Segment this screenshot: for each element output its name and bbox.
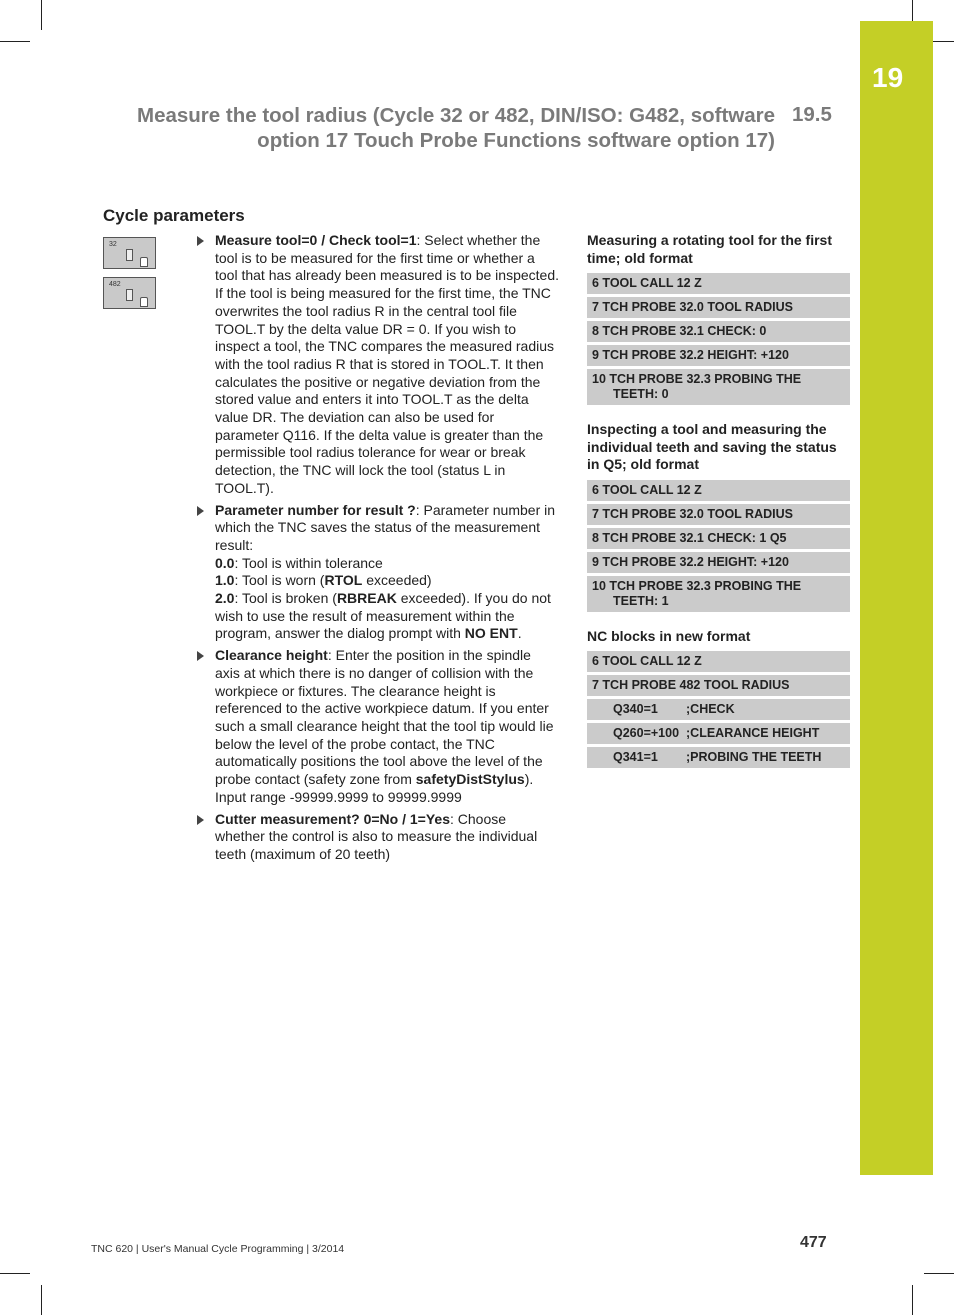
result-value: 0.0	[215, 554, 235, 571]
param-measure-tool	[197, 232, 559, 498]
code-row: 8 TCH PROBE 32.1 CHECK: 0	[587, 321, 850, 342]
code-row: 9 TCH PROBE 32.2 HEIGHT: +120	[587, 552, 850, 573]
page-header-title	[100, 103, 775, 153]
param-text: : Enter the position in the spindle axis at which there is no danger of collision with the workpiece or fixtures. The clearance height is referenced to the active workpiece datum. If you enter such a small clearance height that the tool tip would lie below the level of the probe contact, the TNC automatically positions the tool above the level of the probe contact (safety zone from	[215, 647, 554, 788]
crop-mark	[41, 1285, 42, 1315]
param-label: Clearance height	[215, 647, 328, 664]
cycle-482-thumbnail	[103, 277, 156, 309]
thumbnail-label: 482	[109, 281, 121, 288]
code-row: 6 TOOL CALL 12 Z	[587, 480, 850, 501]
parameter-list	[197, 232, 559, 868]
result-text: : Tool is worn (	[234, 572, 325, 589]
param-cutter-measurement	[197, 811, 559, 864]
result-text: exceeded)	[362, 572, 432, 589]
crop-mark	[912, 1285, 913, 1315]
code-row: 7 TCH PROBE 32.0 TOOL RADIUS	[587, 297, 850, 318]
footer-text: TNC 620 | User's Manual Cycle Programming | 3/2014	[91, 1243, 345, 1255]
no-ent-key: NO ENT	[464, 625, 518, 642]
code-row	[587, 369, 850, 405]
crop-mark	[0, 1273, 30, 1274]
thumbnail-label: 32	[109, 241, 117, 248]
rtol-label: RTOL	[324, 572, 363, 589]
cycle-parameters-heading: Cycle parameters	[103, 206, 245, 225]
bullet-arrow-icon	[197, 506, 204, 516]
example-heading: Measuring a rotating tool for the first time; old format	[587, 232, 833, 266]
param-assignment: Q340=1	[613, 702, 658, 716]
param-text: ). Input range -99999.9999 to 99999.9999	[215, 771, 534, 805]
result-text: : Tool is broken (	[234, 590, 337, 607]
example-new-format	[587, 628, 850, 769]
param-label: Measure tool=0 / Check tool=1	[215, 232, 417, 248]
bullet-arrow-icon	[197, 651, 204, 661]
example-heading: Inspecting a tool and measuring the individual teeth and saving the status in Q5; old format	[587, 421, 837, 472]
examples-column	[587, 232, 850, 784]
param-label: Cutter measurement? 0=No / 1=Yes	[215, 810, 450, 827]
probe-icon	[126, 249, 133, 261]
param-label: Parameter number for result ?	[215, 501, 416, 518]
code-line: 10 TCH PROBE 32.3 PROBING THE	[592, 578, 802, 593]
header-title-line1: Measure the tool radius (Cycle 32 or 482, DIN/ISO: G482, software	[137, 104, 775, 127]
param-comment: ;PROBING THE TEETH	[686, 750, 822, 764]
probe-icon	[126, 289, 133, 301]
code-row: 6 TOOL CALL 12 Z	[587, 273, 850, 294]
bullet-arrow-icon	[197, 815, 204, 825]
result-text: exceeded). If you do not wish to use the result of measurement within the program, answer the dialog prompt with	[215, 590, 551, 642]
code-block	[587, 480, 850, 612]
result-value: 2.0	[215, 590, 235, 607]
header-title-line2: option 17 Touch Probe Functions software option 17)	[257, 129, 775, 152]
example-heading: NC blocks in new format	[587, 627, 751, 644]
code-block	[587, 651, 850, 768]
param-text: : Choose whether the control is also to measure the individual teeth (maximum of 20 teeth)	[215, 810, 538, 862]
example-old-inspect	[587, 421, 850, 612]
safety-dist-label: safetyDistStylus	[415, 771, 525, 788]
code-line: 10 TCH PROBE 32.3 PROBING THE	[592, 372, 802, 386]
result-text: .	[517, 625, 522, 642]
result-text: : Tool is within tolerance	[234, 554, 383, 571]
chapter-tab	[860, 21, 933, 1175]
cycle-32-thumbnail	[103, 237, 156, 269]
code-row: 7 TCH PROBE 482 TOOL RADIUS	[587, 675, 850, 696]
code-row: 9 TCH PROBE 32.2 HEIGHT: +120	[587, 345, 850, 366]
code-row: 6 TOOL CALL 12 Z	[587, 651, 850, 672]
crop-mark	[0, 41, 30, 42]
chapter-number: 19	[872, 62, 904, 93]
code-line: TEETH: 1	[613, 593, 669, 608]
page-number: 477	[800, 1234, 827, 1251]
crop-mark	[924, 1273, 954, 1274]
param-result-number	[197, 502, 559, 644]
param-comment: ;CLEARANCE HEIGHT	[686, 726, 820, 740]
code-row	[587, 576, 850, 612]
crop-mark	[41, 0, 42, 30]
example-old-first-time	[587, 232, 850, 405]
tool-icon	[140, 257, 148, 267]
param-assignment: Q341=1	[613, 750, 658, 764]
param-text: : Parameter number in which the TNC saves the status of the measurement result:	[215, 501, 556, 553]
param-assignment: Q260=+100	[613, 726, 680, 740]
code-param-row	[587, 747, 850, 768]
code-row: 7 TCH PROBE 32.0 TOOL RADIUS	[587, 504, 850, 525]
param-comment: ;CHECK	[686, 702, 735, 716]
bullet-arrow-icon	[197, 236, 204, 246]
rbreak-label: RBREAK	[336, 590, 397, 607]
code-param-row	[587, 699, 850, 720]
section-number: 19.5	[792, 103, 832, 126]
code-block	[587, 273, 850, 405]
result-value: 1.0	[215, 572, 235, 589]
code-row: 8 TCH PROBE 32.1 CHECK: 1 Q5	[587, 528, 850, 549]
param-text: : Select whether the tool is to be measured for the first time or whether a tool that has already been measured is to be inspected. If the tool is being measured for the first time, the TNC overwrites the tool radius R in the central tool file TOOL.T by the delta value DR = 0. If you wish to inspect a tool, the TNC compares the measured radius with the tool radius R that is stored in TOOL.T. It then calculates the positive or negative deviation from the stored value and enters it into TOOL.T as the delta value DR. The deviation can also be used for parameter Q116. If the delta value is greater than the permissible tool radius tolerance for wear or break detection, the TNC will lock the tool (status L in TOOL.T).	[215, 232, 559, 496]
tool-icon	[140, 297, 148, 307]
code-line: TEETH: 0	[613, 387, 669, 401]
code-param-row	[587, 723, 850, 744]
param-clearance-height	[197, 647, 559, 806]
